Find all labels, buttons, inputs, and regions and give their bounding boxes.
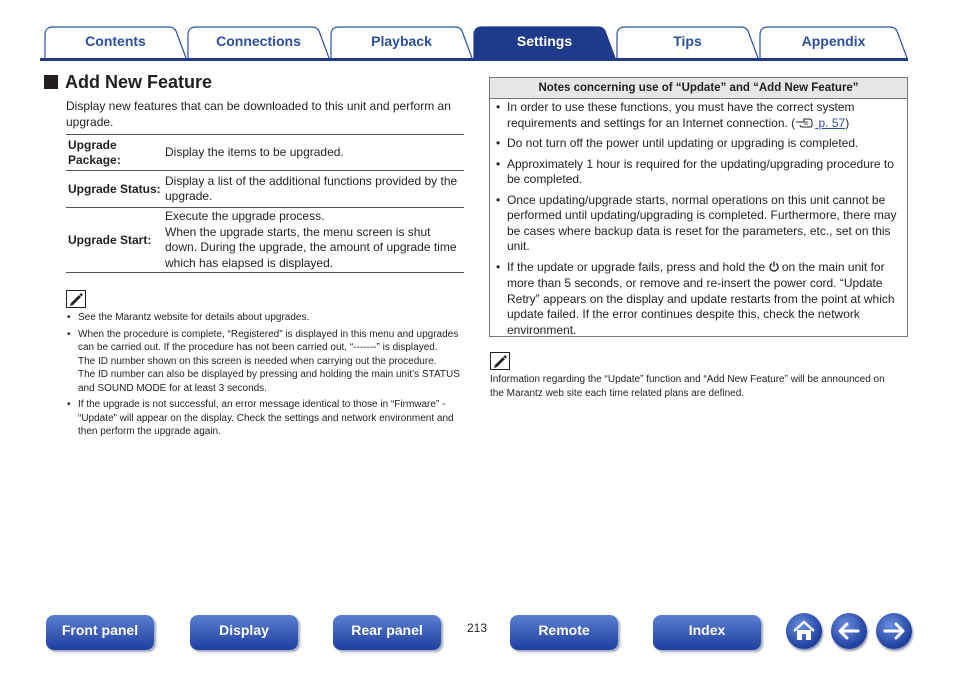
tab-contents-label: Contents: [85, 33, 146, 49]
tab-appendix-label: Appendix: [801, 33, 866, 49]
table-row: [66, 171, 464, 208]
forward-arrow-icon: [876, 613, 912, 649]
tab-bar: [0, 0, 954, 62]
square-bullet-icon: [44, 75, 58, 89]
remote-button[interactable]: Remote: [510, 615, 618, 650]
page-link[interactable]: [795, 116, 845, 130]
tab-underline: [40, 58, 908, 61]
right-note: Information regarding the “Update” function and “Add New Feature” will be announced on the Marantz web site each time related plans are defined.: [490, 374, 885, 399]
left-notes-list: [66, 311, 462, 442]
note-text: In order to use these functions, you must have the correct system requirements and settings for an Internet connection. (: [507, 100, 855, 130]
row-value: [165, 208, 464, 273]
rear-panel-button[interactable]: Rear panel: [333, 615, 441, 650]
row-key: Upgrade Package:: [66, 135, 165, 171]
index-button[interactable]: Index: [653, 615, 761, 650]
list-item: [494, 260, 904, 339]
row-key: Upgrade Status:: [66, 171, 165, 208]
list-item: [494, 100, 904, 131]
tab-playback[interactable]: [330, 26, 473, 58]
row-value-line: Execute the upgrade process.: [165, 209, 325, 223]
table-row: [66, 135, 464, 171]
section-title: [44, 72, 212, 93]
tab-connections[interactable]: [187, 26, 330, 58]
row-value: [165, 135, 464, 171]
row-value-line: Display a list of the additional functions provided by the upgrade.: [165, 173, 458, 203]
forward-button[interactable]: [876, 613, 912, 649]
list-item: [66, 398, 462, 439]
back-arrow-icon: [831, 613, 867, 649]
home-icon: [786, 613, 822, 649]
row-value: [165, 171, 464, 208]
home-button[interactable]: [786, 613, 822, 649]
section-title-text: Add New Feature: [65, 72, 213, 92]
back-button[interactable]: [831, 613, 867, 649]
notes-box: [489, 77, 908, 337]
tab-settings[interactable]: [473, 26, 616, 58]
row-value-line: When the upgrade starts, the menu screen is shut down. During the upgrade, the amount of upgrade time which has elapsed is displayed.: [165, 224, 457, 270]
front-panel-button[interactable]: Front panel: [46, 615, 154, 650]
row-key: Upgrade Start:: [66, 208, 165, 273]
power-icon: [769, 261, 779, 277]
pencil-note-icon: [490, 352, 510, 370]
notes-box-list: [494, 100, 904, 343]
display-button[interactable]: Display: [190, 615, 298, 650]
list-item: [66, 311, 462, 325]
tab-tips[interactable]: [616, 26, 759, 58]
note-text: • See the Marantz website for details about upgrades.: [78, 312, 310, 323]
note-text: • If the upgrade is not successful, an error message identical to those in “Firmware” - “Update” will appear on the display. Check the settings and network environment and then perform the upgrade again.: [78, 399, 454, 437]
note-text: If the update or upgrade fails, press and hold the: [507, 259, 769, 274]
tab-connections-label: Connections: [216, 33, 301, 49]
tab-playback-label: Playback: [371, 33, 432, 49]
note-text: The ID number shown on this screen is needed when carrying out the procedure.: [78, 355, 437, 367]
page-link-text: p. 57: [815, 115, 846, 130]
page-number: 213: [466, 621, 488, 635]
note-text: ): [845, 115, 850, 130]
hand-pointer-icon: [795, 116, 815, 130]
list-item: [66, 328, 462, 396]
note-text: • When the procedure is complete, “Registered” is displayed in this menu and upgrades can be carried out. If the procedure has not been carried out, “-------” is displayed.: [78, 328, 459, 353]
list-item: • Do not turn off the power until updating or upgrading is completed.: [494, 136, 904, 152]
tab-contents[interactable]: [44, 26, 187, 58]
note-text: on the main unit for more than 5 seconds, or remove and re-insert the power cord. “Update Retry” appears on the display and update restarts from the point at which update failed. If the error continues despite this, check the network environment.: [507, 259, 895, 337]
list-item: • Approximately 1 hour is required for the updating/upgrading procedure to be completed.: [494, 157, 904, 188]
tab-settings-label: Settings: [516, 33, 573, 49]
pencil-note-icon: [66, 290, 86, 308]
note-text: The ID number can also be displayed by pressing and holding the main unit’s STATUS and SOUND MODE for at least 3 seconds.: [78, 369, 460, 394]
section-intro: Display new features that can be downloaded to this unit and perform an upgrade.: [66, 99, 451, 129]
row-value-line: Display the items to be upgraded.: [165, 144, 344, 159]
tab-appendix[interactable]: [759, 26, 908, 58]
notes-box-title: Notes concerning use of “Update” and “Add New Feature”: [490, 78, 907, 99]
table-row: [66, 208, 464, 273]
feature-table: [66, 134, 464, 273]
list-item: • Once updating/upgrade starts, normal operations on this unit cannot be performed until updating/upgrading is completed. Furthermore, there may be cases where backup data is reset for the parameters, etc., set on this unit.: [494, 193, 904, 255]
tab-tips-label: Tips: [673, 33, 702, 49]
